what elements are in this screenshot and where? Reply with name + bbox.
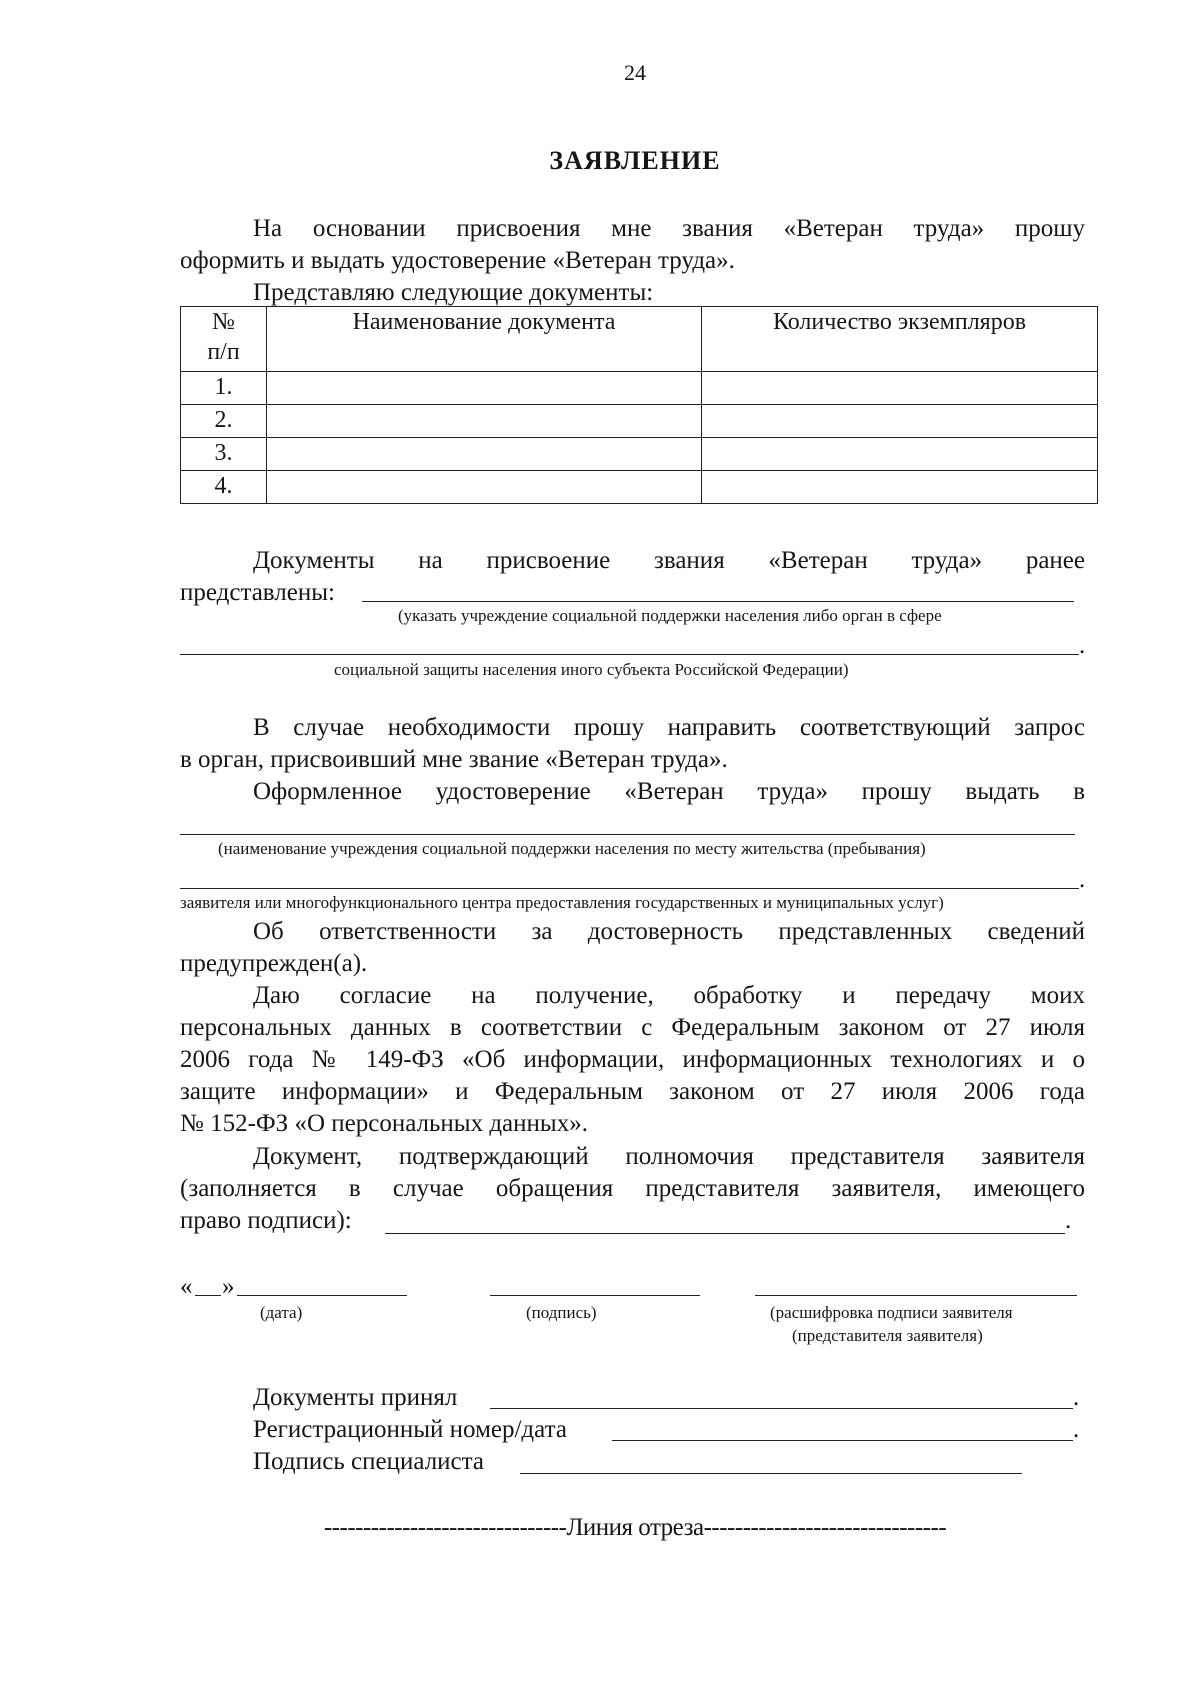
previous-period: . [1079,632,1086,659]
issue-institution-line-2[interactable] [180,888,1079,889]
row-number: 1. [181,372,267,405]
consent-line-4: защите информации» и Федеральным законом от 27 июля 2006 года [180,1078,1085,1105]
accepted-period: . [1073,1384,1080,1411]
table-row [181,471,1098,504]
signature-decode-line[interactable] [755,1295,1077,1296]
consent-line-5: № 152-ФЗ «О персональных данных». [180,1110,588,1137]
header-number: № п/п [181,307,267,372]
cut-line-label: Линия отреза [566,1514,704,1541]
specialist-signature-line[interactable] [520,1473,1022,1474]
previous-hint-2: социальной защиты населения иного субъекта Российской Федерации) [334,660,849,679]
documents-table [180,306,1098,504]
row-number: 2. [181,405,267,438]
regnum-line[interactable] [612,1440,1073,1441]
intro-line-3: Представляю следующие документы: [253,279,654,306]
responsibility-line-1: Об ответственности за достоверность представленных сведений [253,918,1085,945]
row-document-name-cell[interactable] [267,372,702,405]
row-copies-count-cell[interactable] [702,372,1098,405]
row-number: 3. [181,438,267,471]
row-document-name-cell[interactable] [267,471,702,504]
cut-line [0,1512,1200,1544]
responsibility-line-2: предупрежден(а). [180,950,368,977]
authority-document-line[interactable] [385,1233,1065,1234]
date-day-line[interactable] [195,1295,221,1296]
previous-institution-line-2[interactable] [180,654,1079,655]
cut-line-dashes-left: ------------------------------- [323,1514,567,1541]
authority-line-2: (заполняется в случае обращения представителя заявителя, имеющего [180,1175,1085,1202]
authority-line-1: Документ, подтверждающий полномочия представителя заявителя [253,1143,1085,1170]
request-line-1: В случае необходимости прошу направить соответствующий запрос [253,714,1085,741]
row-copies-count-cell[interactable] [702,471,1098,504]
row-copies-count-cell[interactable] [702,405,1098,438]
previous-line-1: Документы на присвоение звания «Ветеран труда» ранее [253,547,1085,574]
row-number: 4. [181,471,267,504]
table-row [181,438,1098,471]
specialist-label: Подпись специалиста [253,1448,484,1475]
previous-institution-line[interactable] [362,601,1074,602]
consent-line-1: Даю согласие на получение, обработку и передачу моих [253,982,1085,1009]
row-document-name-cell[interactable] [267,438,702,471]
date-month-year-line[interactable] [237,1295,407,1296]
table-row [181,405,1098,438]
request-line-2: в орган, присвоивший мне звание «Ветеран труда». [180,746,728,773]
intro-line-1: На основании присвоения мне звания «Ветеран труда» прошу [253,215,1085,242]
signature-label: (подпись) [526,1303,597,1322]
issue-institution-line[interactable] [180,834,1075,835]
document-title: ЗАЯВЛЕНИЕ [549,146,721,175]
consent-line-3: 2006 года № 149-ФЗ «Об информации, информационных технологиях и о [180,1046,1085,1073]
previous-line-2: представлены: [180,579,335,606]
regnum-label: Регистрационный номер/дата [253,1416,567,1443]
row-document-name-cell[interactable] [267,405,702,438]
consent-line-2: персональных данных в соответствии с Федеральным законом от 27 июля [180,1014,1085,1041]
issue-hint-2: заявителя или многофункционального центра предоставления государственных и муниципальных услуг) [180,893,944,912]
date-quote-close: » [222,1273,235,1300]
table-header-row [181,307,1098,372]
regnum-period: . [1073,1416,1080,1443]
row-copies-count-cell[interactable] [702,438,1098,471]
header-document-name: Наименование документа [267,307,702,372]
date-quote-open: « [180,1273,193,1300]
page-number: 24 [624,60,646,85]
authority-line-3: право подписи): [180,1207,352,1234]
cut-line-dashes-right: ------------------------------- [703,1514,947,1541]
signature-decode-label-1: (расшифровка подписи заявителя [770,1303,1013,1322]
header-copies-count: Количество экземпляров [702,307,1098,372]
accepted-line[interactable] [490,1408,1073,1409]
authority-period: . [1065,1207,1072,1234]
issue-period: . [1079,866,1086,893]
issue-hint-1: (наименование учреждения социальной поддержки населения по месту жительства (пребывания) [218,839,926,858]
accepted-label: Документы принял [253,1384,458,1411]
table-row [181,372,1098,405]
issue-line-1: Оформленное удостоверение «Ветеран труда» прошу выдать в [253,778,1085,805]
date-label: (дата) [260,1303,303,1322]
signature-decode-label-2: (представителя заявителя) [792,1326,983,1345]
previous-hint-1: (указать учреждение социальной поддержки населения либо орган в сфере [398,606,942,625]
intro-line-2: оформить и выдать удостоверение «Ветеран труда». [180,247,735,274]
signature-line[interactable] [490,1295,700,1296]
